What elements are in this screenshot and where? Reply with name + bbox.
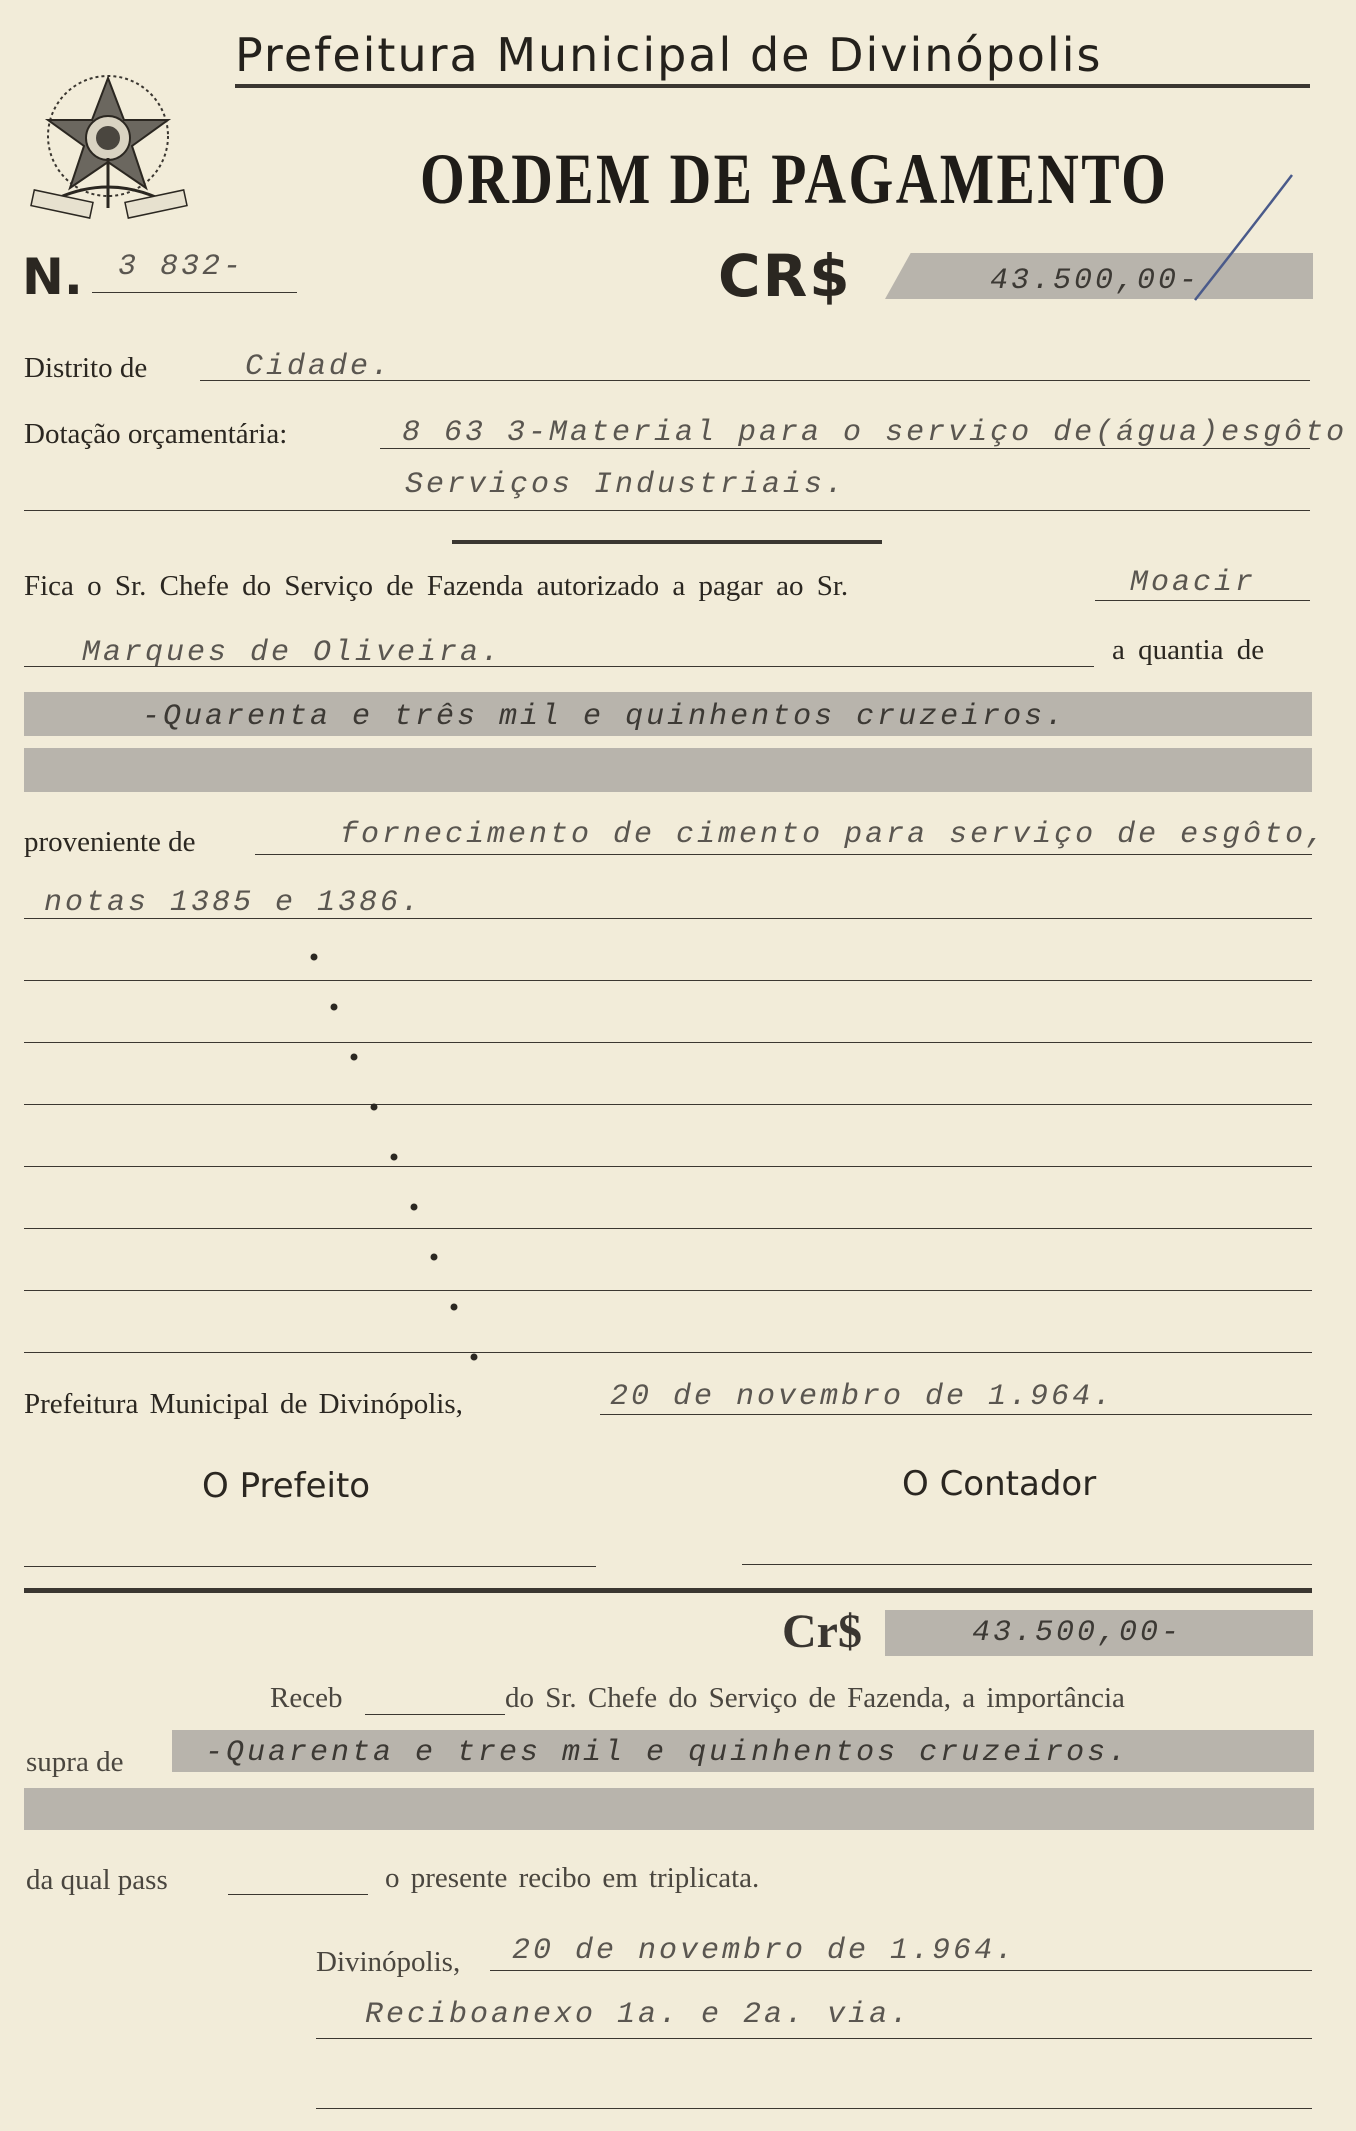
order-date: 20 de novembro de 1.964. (610, 1380, 1115, 1414)
receipt-currency: Cr$ (782, 1605, 862, 1658)
document-title: ORDEM DE PAGAMENTO (420, 139, 1169, 219)
receipt-amount: 43.500,00- (972, 1616, 1183, 1650)
order-number: 3 832- (118, 250, 245, 284)
receipt-date: 20 de novembro de 1.964. (512, 1934, 1017, 1968)
provenance-line-2: notas 1385 e 1386. (44, 886, 423, 920)
header-amount: 43.500,00- (990, 264, 1201, 298)
receipt-line-1: do Sr. Chefe do Serviço de Fazenda, a importância (505, 1682, 1125, 1714)
dotted-fill-marks (300, 945, 500, 1365)
district-label: Distrito de (24, 352, 148, 384)
currency-symbol: CR$ (718, 242, 852, 310)
payee-line-2: Marques de Oliveira. (82, 636, 503, 670)
receipt-amount-words: -Quarenta e tres mil e quinhentos cruzeiros. (205, 1736, 1130, 1770)
accountant-signature-label: O Contador (902, 1464, 1097, 1504)
payee-line-1: Moacir (1130, 566, 1257, 600)
authorization-text: Fica o Sr. Chefe do Serviço de Fazenda autorizado a pagar ao Sr. (24, 570, 849, 602)
provenance-label: proveniente de (24, 826, 196, 858)
coat-of-arms-icon (28, 58, 193, 228)
number-prefix: N. (22, 248, 83, 306)
mayor-signature-label: O Prefeito (202, 1466, 371, 1506)
receipt-pass-label: da qual pass (26, 1864, 168, 1896)
receipt-line-3: o presente recibo em triplicata. (385, 1862, 760, 1894)
place-label: Prefeitura Municipal de Divinópolis, (24, 1388, 463, 1420)
municipality-header: Prefeitura Municipal de Divinópolis (235, 28, 1103, 82)
supra-label: supra de (26, 1746, 124, 1778)
district-value: Cidade. (245, 350, 393, 384)
quantia-label: a quantia de (1112, 634, 1265, 666)
budget-label: Dotação orçamentária: (24, 418, 288, 450)
amount-words-band-2 (24, 748, 1312, 792)
pen-stroke-mark (1190, 170, 1300, 305)
budget-line-2: Serviços Industriais. (405, 468, 847, 502)
receipt-city-label: Divinópolis, (316, 1946, 461, 1978)
receipt-words-band-2 (24, 1788, 1314, 1830)
receipt-note: Reciboanexo 1a. e 2a. via. (365, 1998, 912, 2032)
budget-line-1: 8 63 3-Material para o serviço de(água)esgôto (402, 416, 1348, 450)
amount-in-words: -Quarenta e três mil e quinhentos cruzeiros. (142, 700, 1067, 734)
receipt-received-label: Receb (270, 1682, 343, 1714)
provenance-line-1: fornecimento de cimento para serviço de esgôto, (340, 818, 1328, 852)
